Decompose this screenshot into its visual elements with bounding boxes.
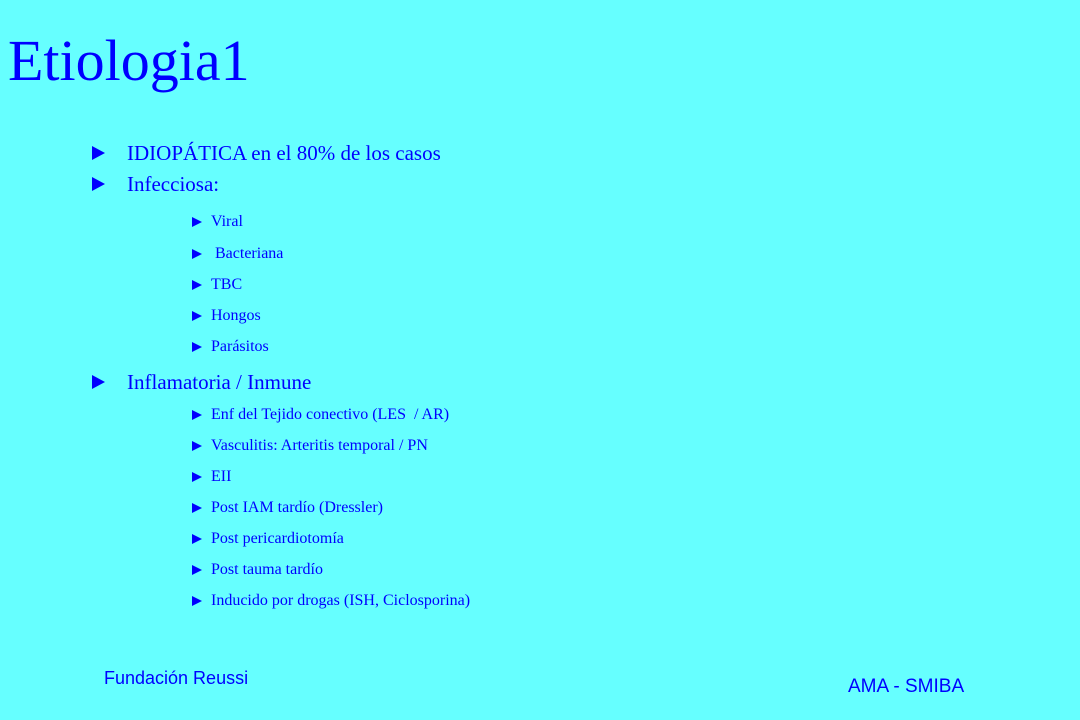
arrowhead-bullet-icon	[192, 503, 202, 513]
bullet-text: Vasculitis: Arteritis temporal / PN	[211, 437, 428, 454]
bullet-text: Inducido por drogas (ISH, Ciclosporina)	[211, 592, 471, 609]
sub-bullet-item	[192, 275, 242, 295]
bullet-text: Viral	[211, 213, 243, 230]
arrowhead-bullet-icon	[92, 375, 105, 389]
sub-bullet-item	[192, 498, 383, 518]
arrowhead-bullet-icon	[192, 596, 202, 606]
sub-bullet-item	[192, 560, 323, 580]
arrowhead-bullet-icon	[192, 534, 202, 544]
arrowhead-bullet-icon	[192, 311, 202, 321]
arrowhead-bullet-icon	[92, 146, 105, 160]
footer-left-text: Fundación Reussi	[104, 668, 249, 688]
sub-bullet-item	[192, 591, 470, 611]
bullet-text: Enf del Tejido conectivo (LES / AR)	[211, 406, 450, 423]
bullet-item	[92, 140, 441, 166]
sub-bullet-item	[192, 212, 243, 232]
sub-bullet-item	[192, 436, 428, 456]
arrowhead-bullet-icon	[192, 217, 202, 227]
sub-bullet-item	[192, 244, 283, 264]
bullet-item	[92, 369, 311, 395]
slide-title: Etiologia1	[8, 28, 250, 93]
bullet-text: EII	[211, 468, 232, 485]
arrowhead-bullet-icon	[192, 342, 202, 352]
sub-bullet-item	[192, 306, 261, 326]
arrowhead-bullet-icon	[192, 565, 202, 575]
bullet-text: Post IAM tardío (Dressler)	[211, 499, 383, 516]
bullet-text: Parásitos	[211, 338, 269, 355]
arrowhead-bullet-icon	[192, 249, 202, 259]
sub-bullet-item	[192, 337, 269, 357]
arrowhead-bullet-icon	[192, 410, 202, 420]
bullet-item	[92, 171, 219, 197]
bullet-text: Bacteriana	[211, 245, 284, 262]
footer-right-text: AMA - SMIBA	[848, 676, 965, 697]
bullet-text: TBC	[211, 276, 243, 293]
sub-bullet-item	[192, 467, 231, 487]
sub-bullet-item	[192, 529, 344, 549]
arrowhead-bullet-icon	[192, 472, 202, 482]
bullet-text: IDIOPÁTICA en el 80% de los casos	[127, 141, 441, 165]
bullet-text: Post pericardiotomía	[211, 530, 344, 547]
bullet-text: Inflamatoria / Inmune	[127, 370, 312, 394]
sub-bullet-item	[192, 405, 449, 425]
arrowhead-bullet-icon	[192, 441, 202, 451]
arrowhead-bullet-icon	[192, 280, 202, 290]
arrowhead-bullet-icon	[92, 177, 105, 191]
bullet-text: Infecciosa:	[127, 172, 220, 196]
bullet-text: Hongos	[211, 307, 261, 324]
bullet-text: Post tauma tardío	[211, 561, 323, 578]
